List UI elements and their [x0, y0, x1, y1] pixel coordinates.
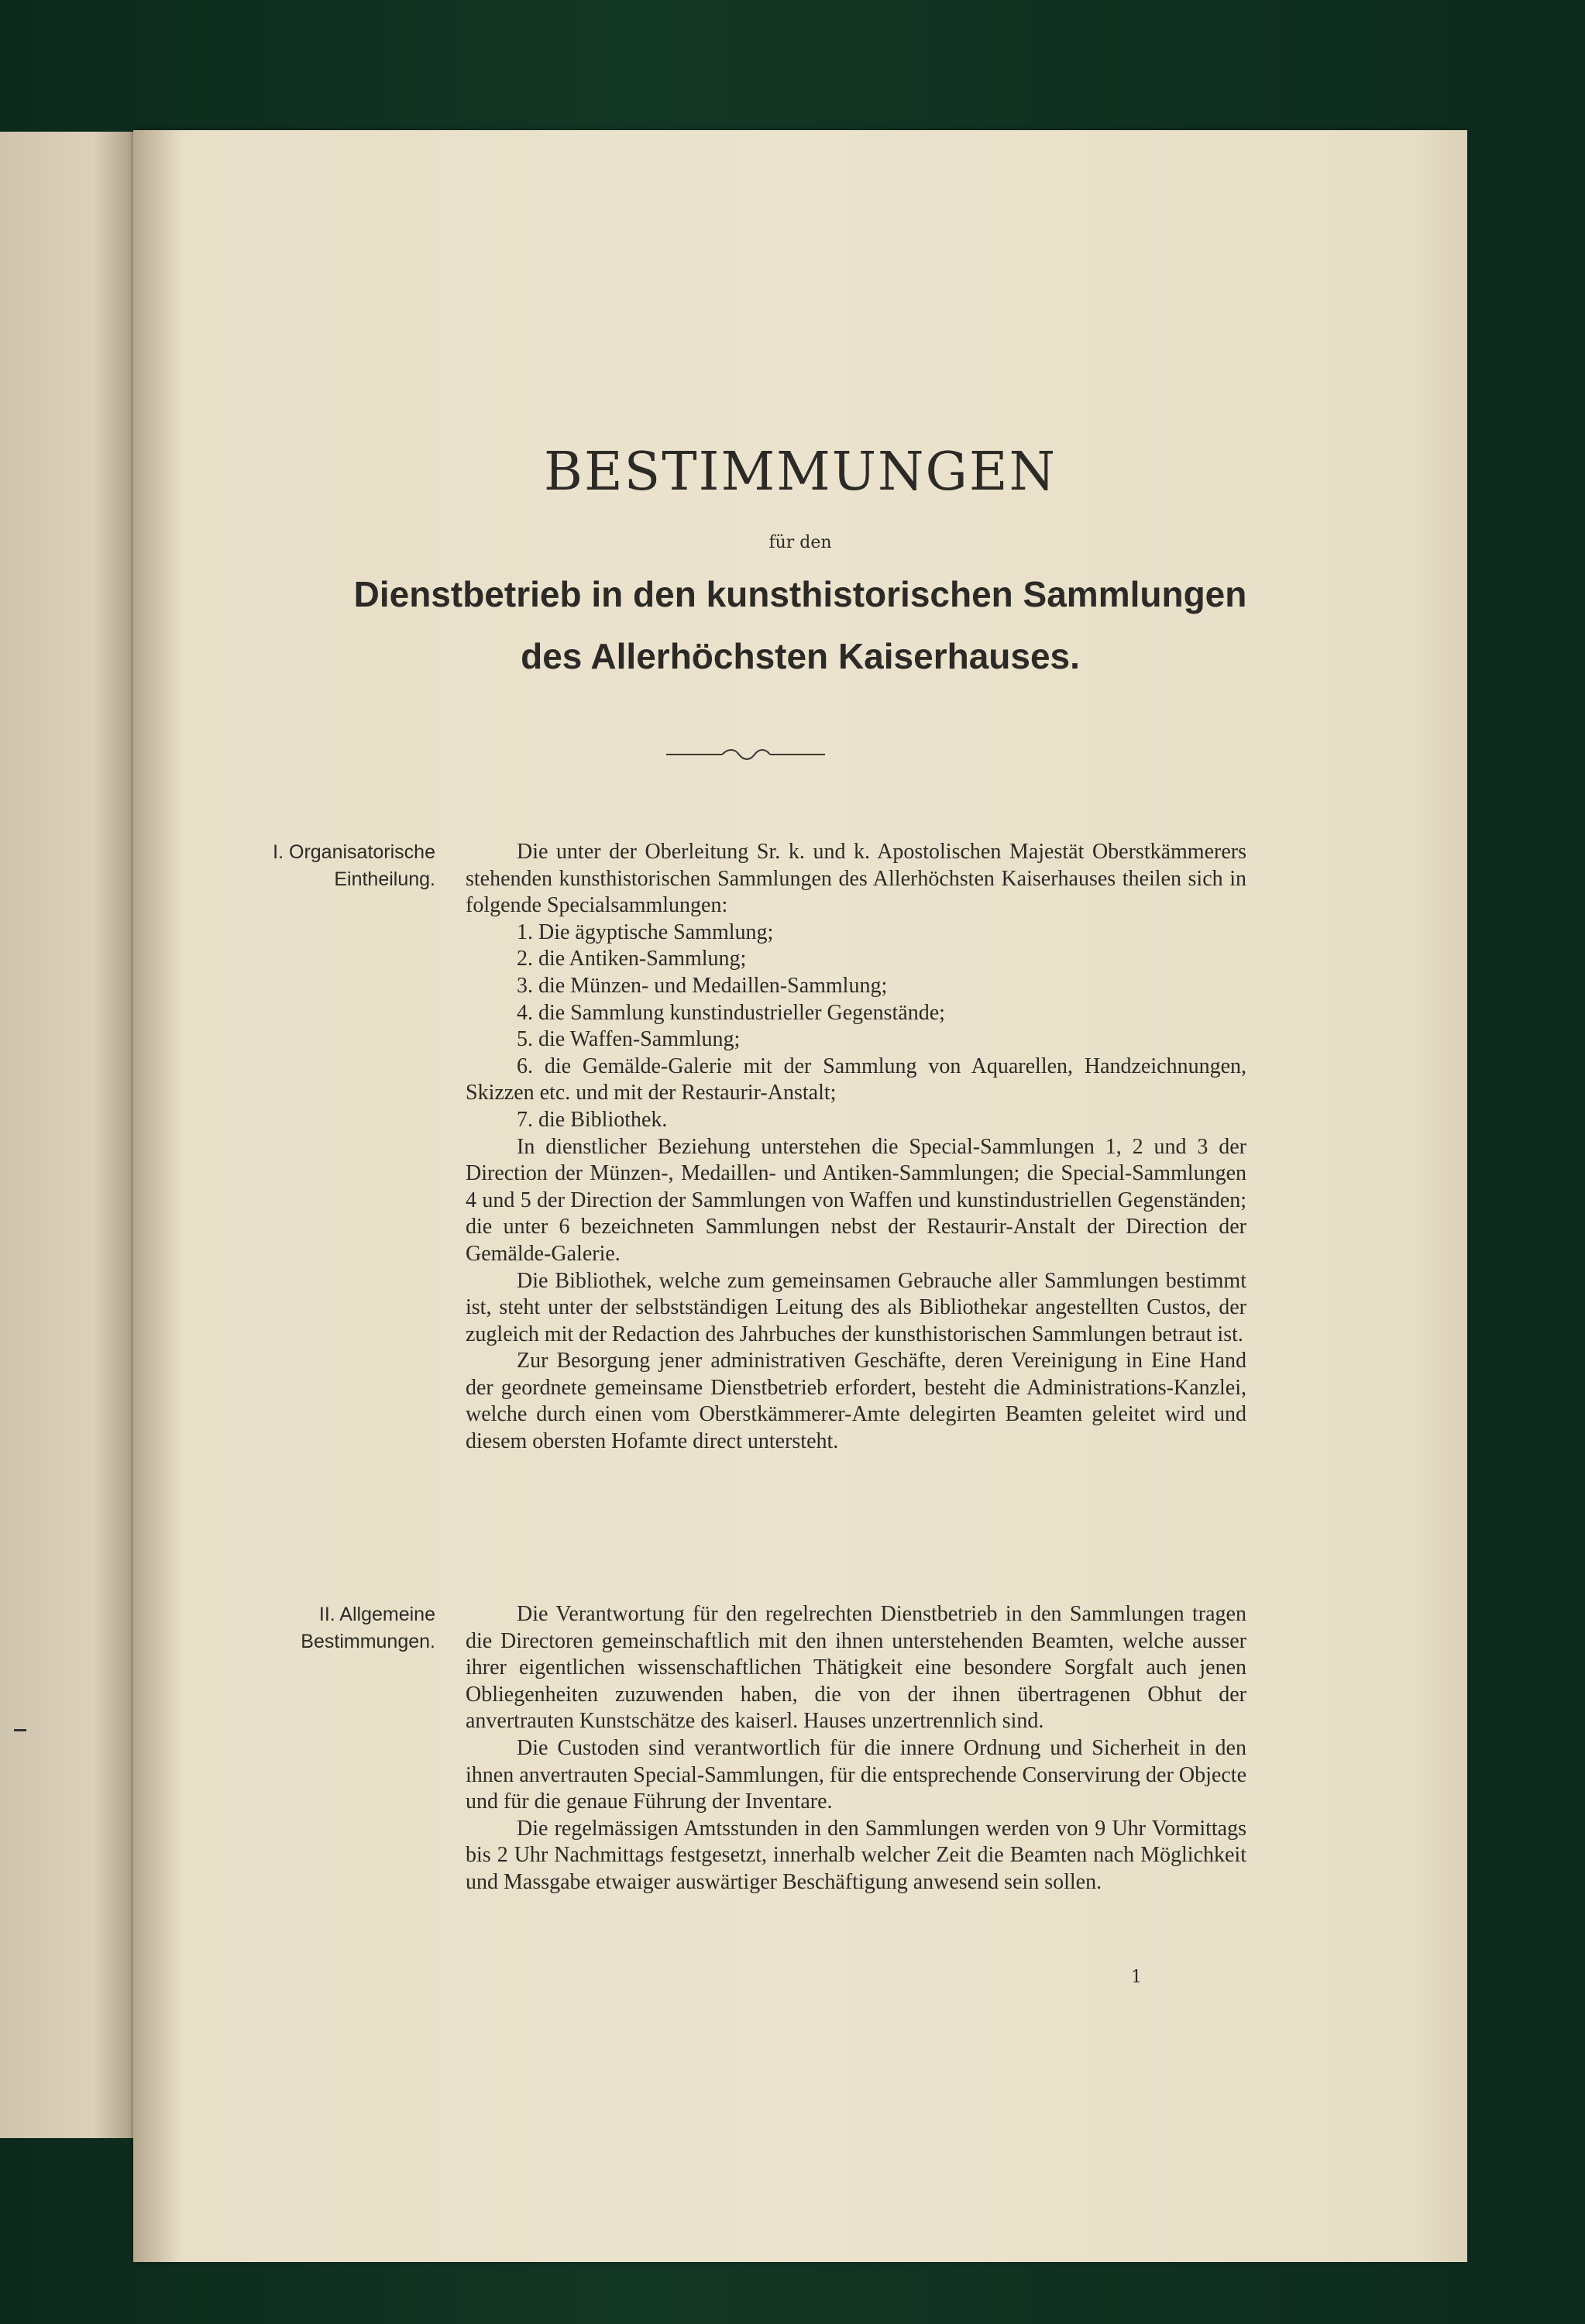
list-item: 5. die Waffen-Sammlung;	[517, 1027, 741, 1052]
section-2-paragraph-3: Die regelmässigen Amtsstunden in den Sammlungen werden von 9 Uhr Vormittags bis 2 Uhr Nachmittags festgesetzt, innerhalb welcher Zeit die Beamten nach Möglichkeit und Massgabe etwaiger auswärtiger Beschäftigung anwesend sein sollen.	[466, 1816, 1246, 1894]
page-number: 1	[1131, 1968, 1142, 1987]
section-2-heading	[232, 1601, 435, 1655]
section-2-heading-line-2: Bestimmungen.	[301, 1631, 435, 1652]
list-item: 3. die Münzen- und Medaillen-Sammlung;	[517, 973, 888, 998]
list-item: 1. Die ägyptische Sammlung;	[517, 920, 774, 944]
section-2-paragraph-1: Die Verantwortung für den regelrechten Dienstbetrieb in den Sammlungen tragen die Directoren gemeinschaftlich mit den ihnen unterstehenden Beamten, welche ausser ihrer eigentlichen wissenschaftlichen Thätigkeit eine besondere Sorgfalt auch jenen Obliegenheiten zuzuwenden haben, die von der ihnen übertragenen Obhut der anvertrauten Kunstschätze des kaiserl. Hauses unzertrennlich sind.	[466, 1602, 1246, 1734]
list-item: 4. die Sammlung kunstindustrieller Gegenstände;	[517, 1000, 945, 1025]
title-connector: für den	[768, 533, 832, 552]
subtitle-line-2: des Allerhöchsten Kaiserhauses.	[521, 636, 1080, 676]
list-item: 7. die Bibliothek.	[517, 1107, 668, 1132]
ornament-divider	[666, 745, 825, 764]
document-title: BESTIMMUNGEN	[544, 442, 1057, 503]
section-1-intro: Die unter der Oberleitung Sr. k. und k. Apostolischen Majestät Oberstkämmerers stehenden kunsthistorischen Sammlungen des Allerhöchsten Kaiserhauses theilen sich in folgende Specialsammlungen:	[466, 840, 1246, 918]
section-2-body	[466, 1601, 1246, 1896]
list-item: 2. die Antiken-Sammlung;	[517, 947, 747, 971]
section-1-heading-line-1: I. Organisatorische	[273, 841, 435, 863]
section-1-heading	[232, 839, 435, 893]
section-1-heading-line-2: Eintheilung.	[334, 868, 435, 890]
section-1-paragraph-3: Die Bibliothek, welche zum gemeinsamen Gebrauche aller Sammlungen bestimmt ist, steht unter der selbstständigen Leitung des als Bibliothekar angestellten Custos, der zugleich mit der Redaction des Jahrbuches der kunsthistorischen Sammlungen betraut ist.	[466, 1268, 1246, 1346]
section-2-heading-line-1: II. Allgemeine	[318, 1604, 435, 1625]
subtitle-line-1: Dienstbetrieb in den kunsthistorischen Sammlungen	[353, 574, 1247, 614]
section-1-paragraph-2: In dienstlicher Beziehung unterstehen die Special-Sammlungen 1, 2 und 3 der Direction der Münzen-, Medaillen- und Antiken-Sammlungen; die Special-Sammlungen 4 und 5 der Direction der Sammlungen von Waffen und kunstindustriellen Gegenständen; die unter 6 bezeichneten Sammlungen nebst der Restaurir-Anstalt der Direction der Gemälde-Galerie.	[466, 1134, 1246, 1266]
previous-page-shadow	[93, 132, 136, 2138]
list-item: 6. die Gemälde-Galerie mit der Sammlung von Aquarellen, Handzeichnungen, Skizzen etc. und mit der Restaurir-Anstalt;	[466, 1054, 1246, 1105]
section-1-body	[466, 839, 1246, 1456]
section-1-paragraph-4: Zur Besorgung jener administrativen Geschäfte, deren Vereinigung in Eine Hand der geordnete gemeinsame Dienstbetrieb erfordert, besteht die Administrations-Kanzlei, welche durch einen vom Oberstkämmerer-Amte delegirten Beamten geleitet wird und diesem obersten Hofamte direct untersteht.	[466, 1349, 1246, 1454]
margin-mark	[14, 1729, 26, 1731]
section-2-paragraph-2: Die Custoden sind verantwortlich für die innere Ordnung und Sicherheit in den ihnen anvertrauten Special-Sammlungen, für die entsprechende Conservirung der Objecte und für die genaue Führung der Inventare.	[466, 1735, 1246, 1814]
